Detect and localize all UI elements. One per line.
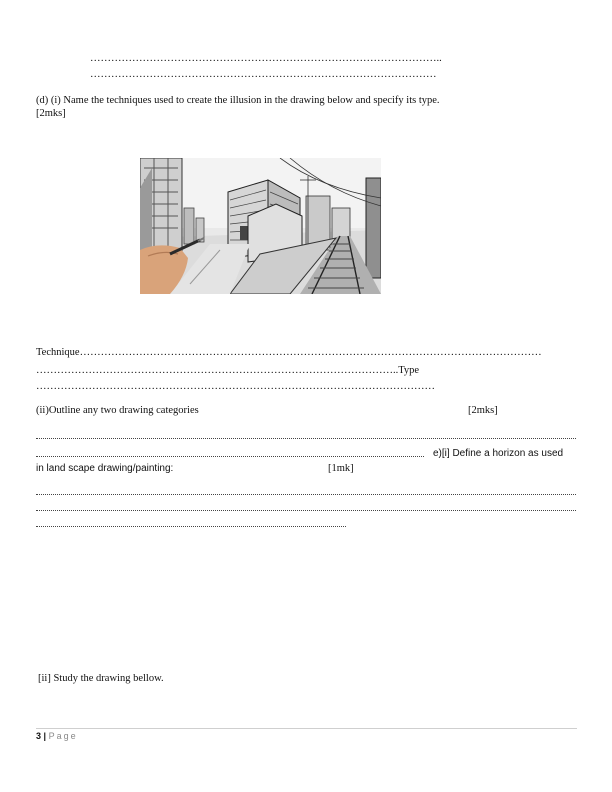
question-e-i-text-cont: in land scape drawing/painting: [36,463,174,474]
question-e-ii-text: [ii] Study the drawing bellow. [38,673,164,684]
technique-dots: …………………………………………………………………………………………………………………… [79,347,542,358]
answer-rule-e-1 [36,494,576,495]
answer-rule-e-3 [36,526,346,527]
answer-dots-line-2: ……………………………………………………………………………………… [90,69,437,80]
question-d-i-marks: [2mks] [36,108,66,119]
page-label: Page [48,731,78,741]
type-answer-line [36,364,419,377]
technique-answer-line [36,346,542,359]
question-ii-marks: [2mks] [468,405,498,416]
answer-rule-ii-2 [36,456,424,457]
type-leading-dots: ………………………………………………………………………………………….. [36,365,399,376]
footer-divider [36,728,577,729]
technique-label: Technique [36,347,80,358]
page-number: 3 [36,731,42,741]
question-d-i-text: (d) (i) Name the techniques used to create the illusion in the drawing below and specify its type. [36,95,440,106]
answer-dots-line-1: ……………………………………………………………………………………….. [90,53,442,64]
type-label: Type [398,365,420,376]
question-e-i-text: e)[i] Define a horizon as used [433,448,564,459]
question-e-i-marks: [1mk] [328,463,354,474]
answer-rule-e-2 [36,510,576,511]
question-ii-text: (ii)Outline any two drawing categories [36,405,199,416]
page-footer [36,731,78,741]
perspective-drawing-image [140,158,381,294]
page-separator: | [43,731,47,741]
answer-rule-ii-1 [36,438,576,439]
type-dots-line: …………………………………………………………………………………………………… [36,381,435,392]
